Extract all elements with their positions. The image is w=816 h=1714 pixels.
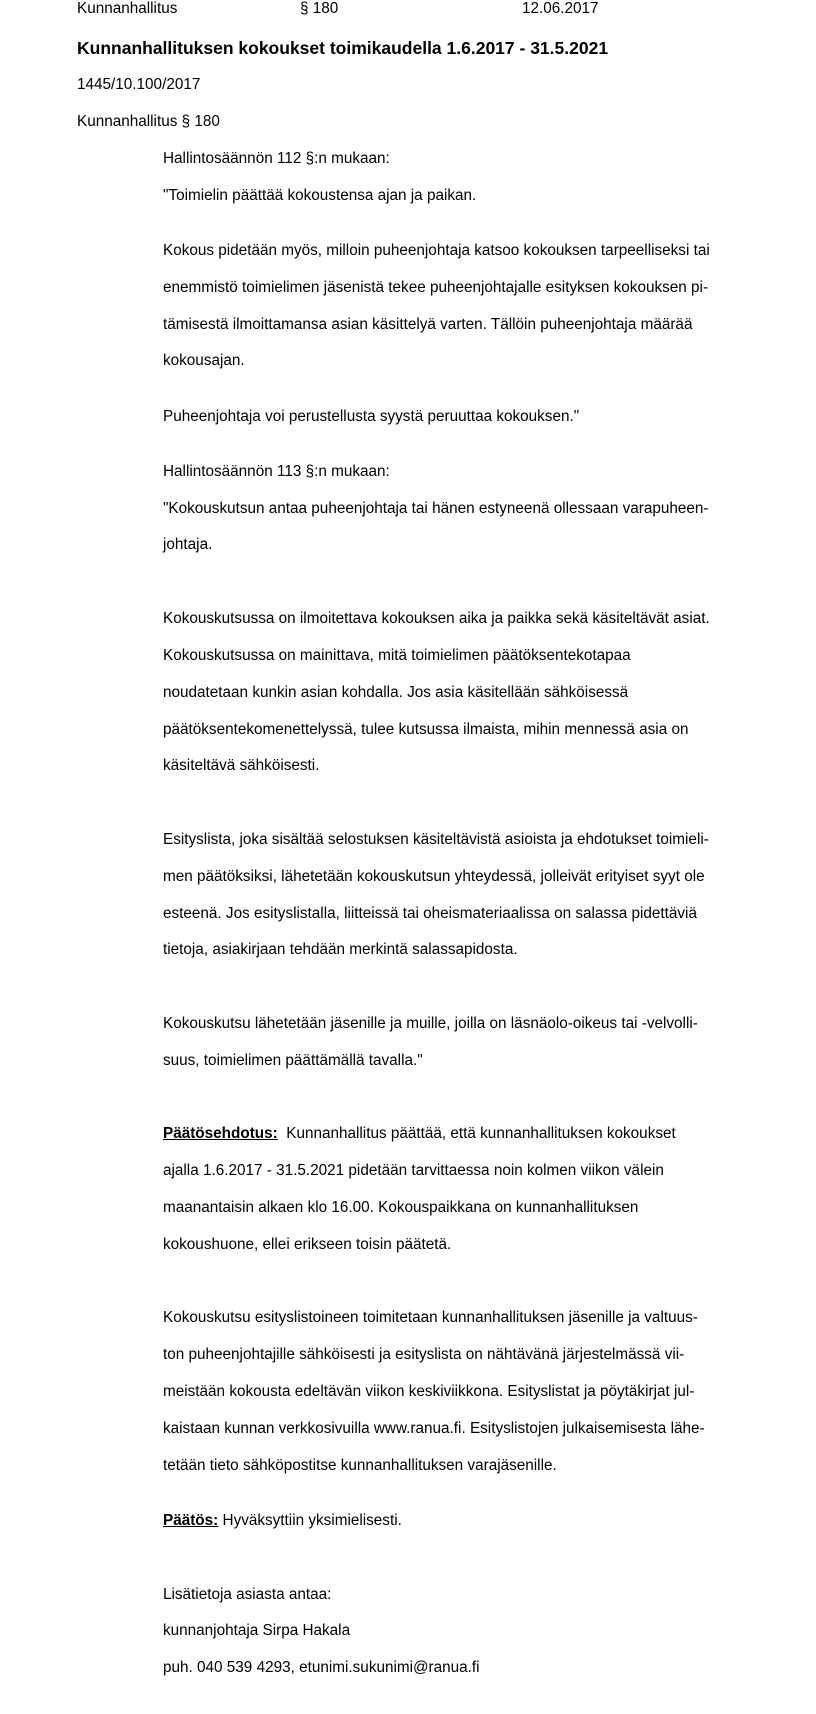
paragraph-7 [163, 813, 743, 979]
text-line: Kokous pidetään myös, milloin puheenjohtaja katsoo kokouksen tarpeelliseksi tai [163, 242, 710, 259]
text-line: tetään tieto sähköpostitse kunnanhallituksen varajäsenille. [163, 1456, 557, 1474]
decision-label: Päätös: [163, 1511, 219, 1529]
paragraph-10 [163, 1291, 743, 1493]
header-date: 12.06.2017 [522, 0, 599, 17]
paragraph-4: Puheenjohtaja voi perustellusta syystä peruuttaa kokouksen." [163, 407, 580, 425]
decision [163, 1512, 743, 1530]
contact-info [163, 1567, 743, 1696]
decision-text: Hyväksyttiin yksimielisesti. [222, 1511, 402, 1529]
proposal-text: Kunnanhallitus päättää, että kunnanhallituksen kokoukset [286, 1125, 676, 1143]
text-line: kokoushuone, ellei erikseen toisin päätetä. [163, 1235, 452, 1253]
proposal-label: Päätösehdotus: [163, 1125, 278, 1143]
document-number: 1445/10.100/2017 [77, 76, 201, 93]
text-line: "Kokouskutsun antaa puheenjohtaja tai hänen estyneenä ollessaan varapuheen- [163, 499, 709, 517]
paragraph-2: "Toimielin päättää kokoustensa ajan ja paikan. [163, 186, 477, 204]
paragraph-5 [163, 444, 743, 573]
text-line: johtaja. [163, 536, 213, 554]
document-title: Kunnanhallituksen kokoukset toimikaudella 1.6.2017 - 31.5.2021 [77, 38, 609, 58]
text-line: suus, toimielimen päättämällä tavalla." [163, 1051, 423, 1069]
text-line: kokousajan. [163, 352, 245, 370]
text-line: maanantaisin alkaen klo 16.00. Kokouspaikkana on kunnanhallituksen [163, 1199, 639, 1217]
section-reference: Kunnanhallitus § 180 [77, 113, 220, 130]
text-line: ajalla 1.6.2017 - 31.5.2021 pidetään tarvittaessa noin kolmen viikon välein [163, 1162, 664, 1180]
paragraph-6 [163, 592, 743, 794]
decision-proposal [163, 1107, 743, 1273]
text-line: kaistaan kunnan verkkosivuilla www.ranua.fi. Esityslistojen julkaisemisesta lähe- [163, 1419, 705, 1437]
paragraph-1: Hallintosäännön 112 §:n mukaan: [163, 150, 390, 167]
text-line: päätöksentekomenettelyssä, tulee kutsussa ilmaista, mihin mennessä asia on [163, 720, 689, 738]
text-line: tämisestä ilmoittamansa asian käsittelyä varten. Tällöin puheenjohtaja määrää [163, 315, 693, 333]
header-organ: Kunnanhallitus [77, 0, 178, 17]
text-line [163, 1125, 743, 1143]
text-line: Esityslista, joka sisältää selostuksen käsiteltävistä asioista ja ehdotukset toimieli- [163, 830, 709, 848]
text-line: Kokouskutsu lähetetään jäsenille ja muille, joilla on läsnäolo-oikeus tai -velvolli- [163, 1014, 698, 1032]
text-line: ton puheenjohtajille sähköisesti ja esityslista on nähtävänä järjestelmässä vii- [163, 1346, 685, 1364]
header-section: § 180 [300, 0, 339, 17]
text-line: Hallintosäännön 113 §:n mukaan: [163, 462, 390, 480]
text-line: meistään kokousta edeltävän viikon keskiviikkona. Esityslistat ja pöytäkirjat jul- [163, 1383, 695, 1401]
text-line: men päätöksiksi, lähetetään kokouskutsun yhteydessä, jolleivät erityiset syyt ole [163, 867, 705, 885]
text-line: kunnanjohtaja Sirpa Hakala [163, 1622, 351, 1640]
text-line: puh. 040 539 4293, etunimi.sukunimi@ranua.fi [163, 1659, 480, 1677]
document-body [163, 150, 743, 1714]
text-line: Kokouskutsu esityslistoineen toimitetaan kunnanhallituksen jäsenille ja valtuus- [163, 1309, 698, 1327]
text-line: käsiteltävä sähköisesti. [163, 757, 320, 775]
text-line: Lisätietoja asiasta antaa: [163, 1585, 332, 1603]
text-line: esteenä. Jos esityslistalla, liitteissä tai oheismateriaalissa on salassa pidettäviä [163, 904, 697, 922]
paragraph-8 [163, 997, 743, 1089]
text-line: Kokouskutsussa on ilmoitettava kokouksen aika ja paikka sekä käsiteltävät asiat. [163, 610, 710, 628]
paragraph-3 [163, 224, 743, 390]
text-line: noudatetaan kunkin asian kohdalla. Jos asia käsitellään sähköisessä [163, 683, 629, 701]
text-line: tietoja, asiakirjaan tehdään merkintä salassapidosta. [163, 941, 518, 959]
text-line: enemmistö toimielimen jäsenistä tekee puheenjohtajalle esityksen kokouksen pi- [163, 278, 709, 296]
text-line: Kokouskutsussa on mainittava, mitä toimielimen päätöksentekotapaa [163, 646, 631, 664]
